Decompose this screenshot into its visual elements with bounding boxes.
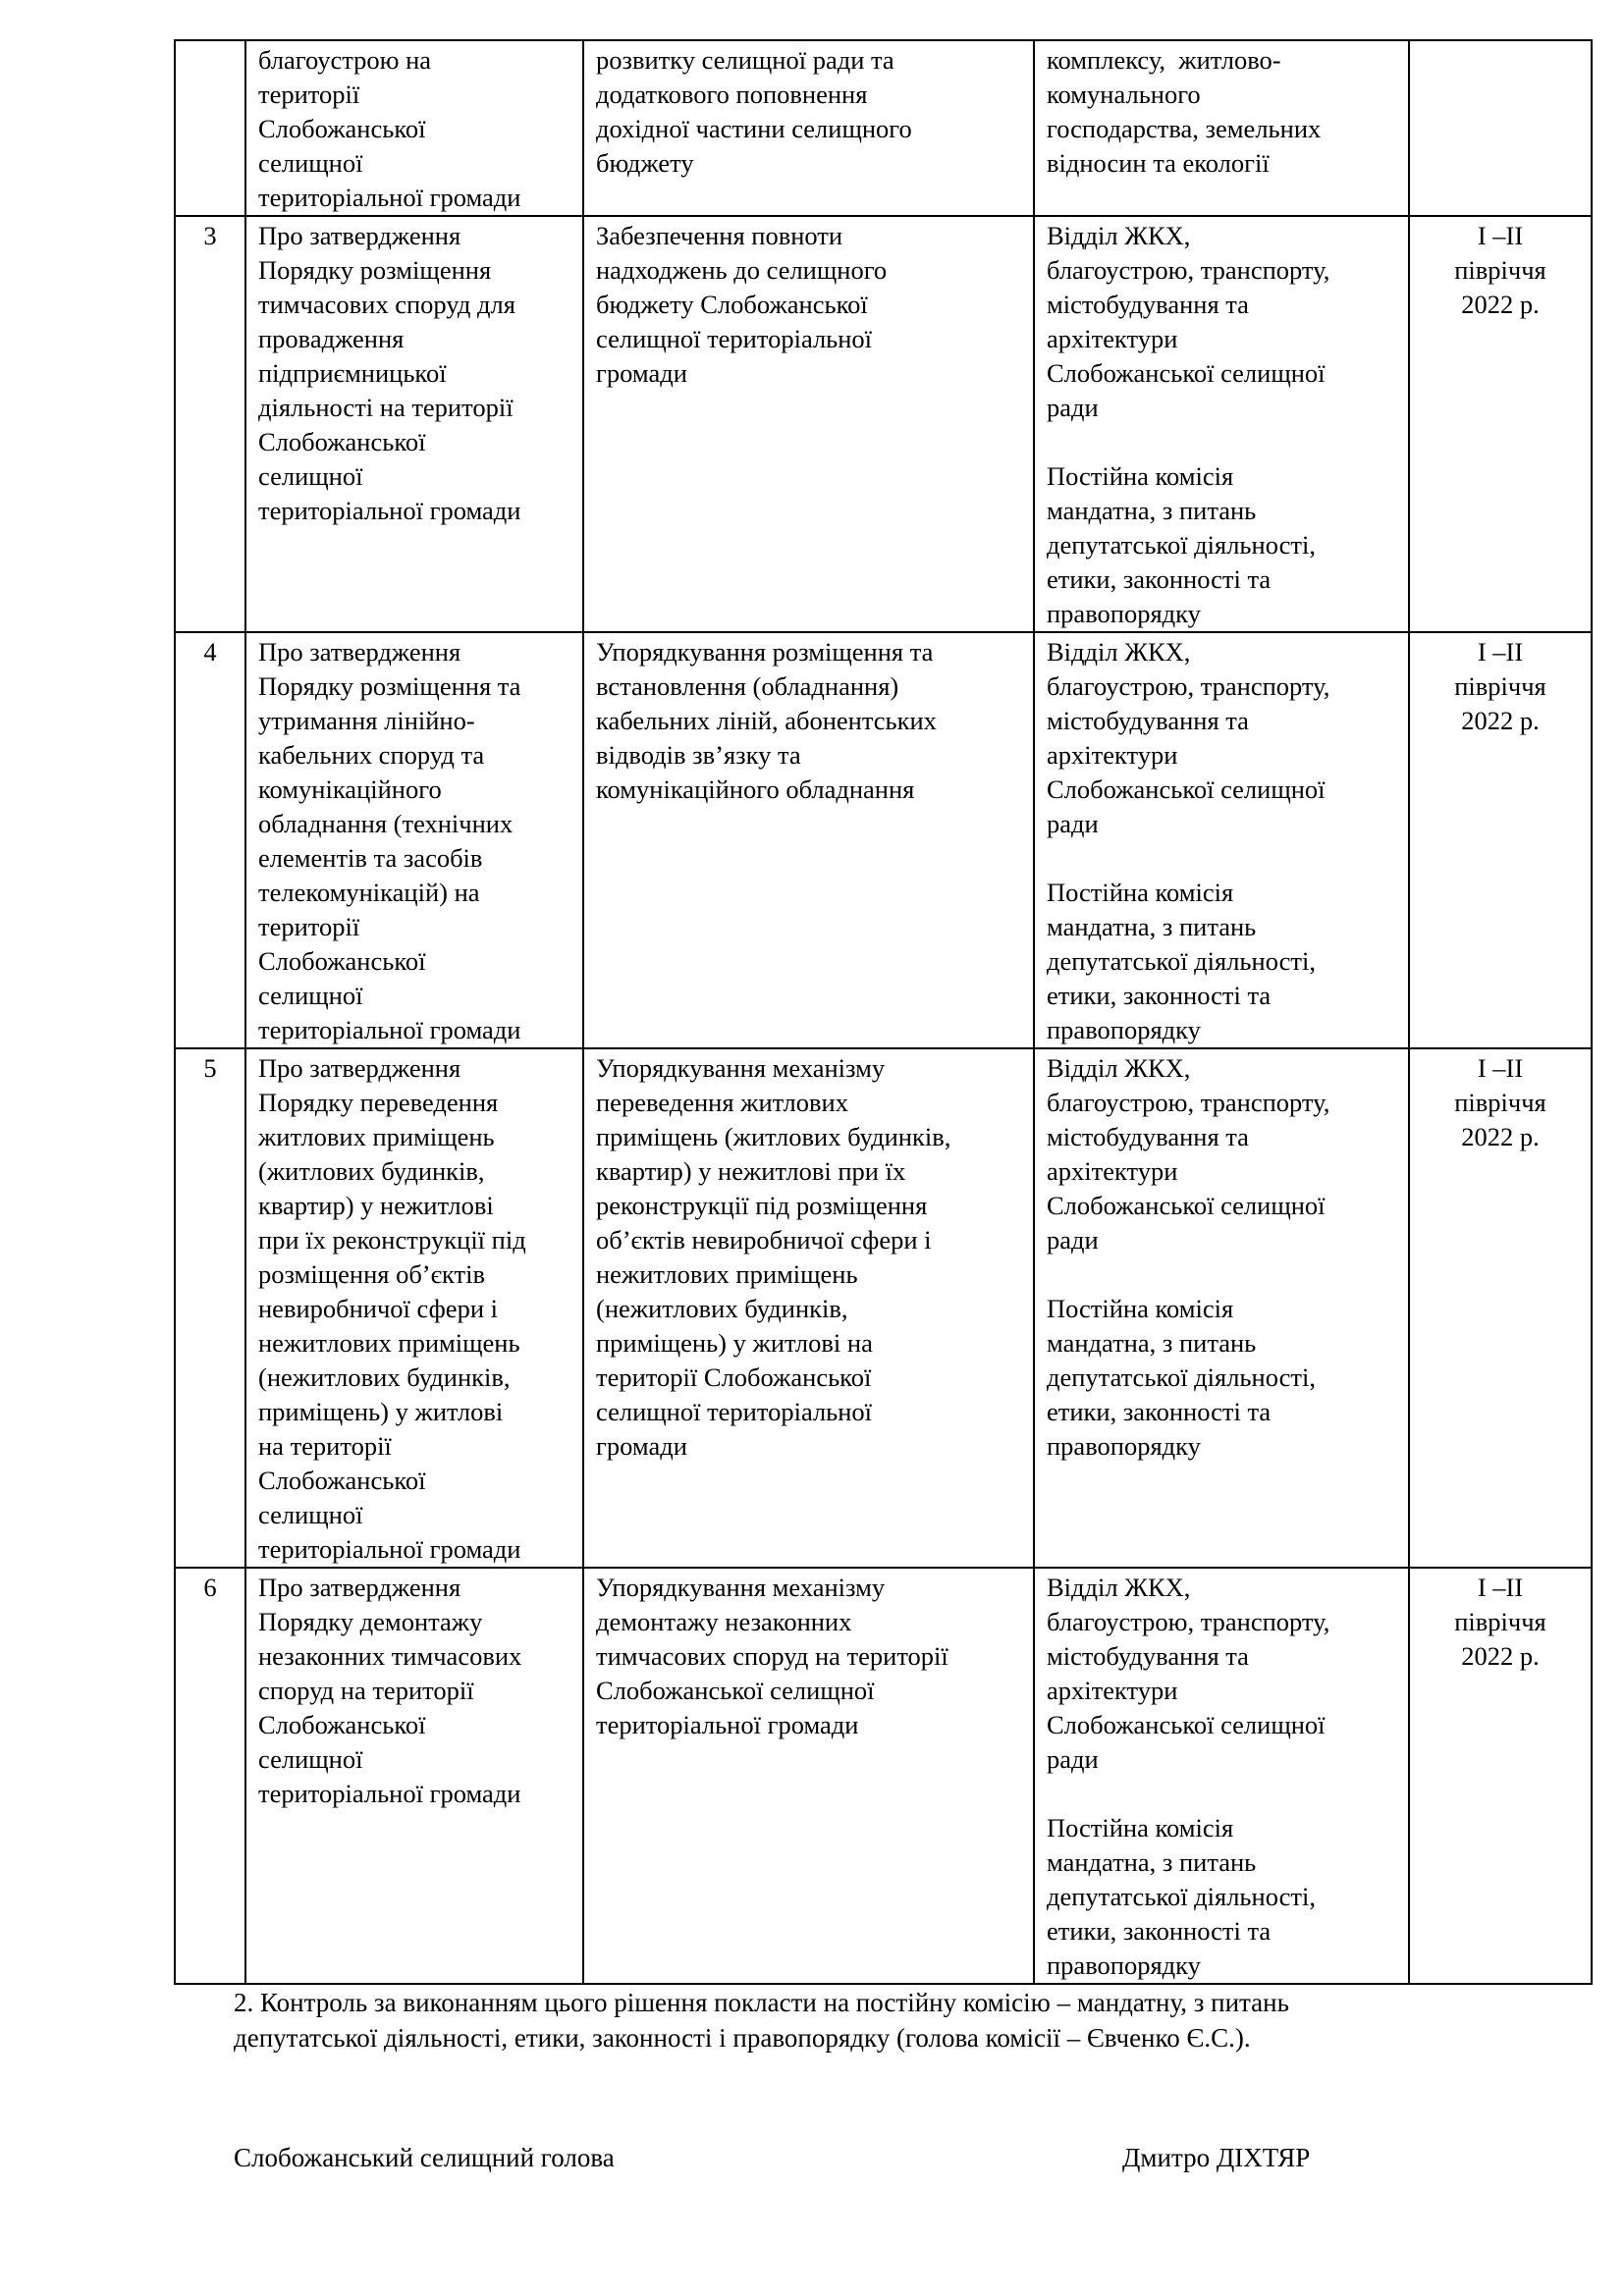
measure-name-line: житлових приміщень <box>258 1122 495 1151</box>
term-cell <box>1409 1568 1592 1984</box>
measure-name-line: селищної <box>258 148 363 178</box>
responsible-commission-line: етики, законності та <box>1047 1916 1272 1946</box>
responsible-commission-line: Постійна комісія <box>1047 1294 1234 1323</box>
measure-name-cell <box>245 1048 583 1568</box>
measure-goal-line: демонтажу незаконних <box>596 1607 852 1636</box>
term-line: 2022 р. <box>1461 290 1540 319</box>
responsible-line: Слобожанської селищної <box>1047 774 1326 804</box>
responsible-commission-line: депутатської діяльності, <box>1047 530 1316 560</box>
measure-name-line: Про затвердження <box>258 1573 461 1602</box>
measure-name-line: підприємницької <box>258 358 447 388</box>
measure-name-line: провадження <box>258 324 405 353</box>
responsible-line: Слобожанської селищної <box>1047 1710 1326 1739</box>
measure-goal-cell <box>583 40 1034 216</box>
measure-name-line: селищної <box>258 1744 363 1774</box>
responsible-cell <box>1034 216 1409 632</box>
measure-goal-line: тимчасових споруд на території <box>596 1641 948 1671</box>
row-number-cell <box>175 1568 245 1984</box>
responsible-line: відносин та екології <box>1047 148 1270 178</box>
measure-goal-line: громади <box>596 1431 687 1461</box>
measure-goal-line: (нежитлових будинків, <box>596 1294 848 1323</box>
control-clause-line-1: 2. Контроль за виконанням цього рішення покласти на постійну комісію – мандатну, з питань <box>234 1988 1289 2017</box>
responsible-gap <box>1047 425 1396 459</box>
table-row <box>175 1568 1592 1984</box>
responsible-line: благоустрою, транспорту, <box>1047 1088 1330 1117</box>
measure-name-line: квартир) у нежитлові <box>258 1191 494 1220</box>
responsible-commission-line: Постійна комісія <box>1047 461 1234 491</box>
responsible-commission-line: правопорядку <box>1047 1015 1201 1044</box>
measure-name-line: селищної <box>258 461 363 491</box>
measure-goal-line: Забезпечення повноти <box>596 221 843 250</box>
responsible-line: господарства, земельних <box>1047 114 1322 143</box>
measure-goal-line: додаткового поповнення <box>596 80 868 109</box>
responsible-commission-line: етики, законності та <box>1047 981 1272 1010</box>
row-number: 6 <box>203 1573 217 1602</box>
row-number-cell <box>175 216 245 632</box>
measure-goal-line: селищної територіальної <box>596 324 873 353</box>
measure-goal-line: бюджету <box>596 148 694 178</box>
measure-goal-line: приміщень (житлових будинків, <box>596 1122 951 1151</box>
responsible-line: містобудування та <box>1047 1122 1249 1151</box>
responsible-cell <box>1034 40 1409 216</box>
measure-name-cell <box>245 40 583 216</box>
signature-name: Дмитро ДІХТЯР <box>1122 2143 1311 2172</box>
term-cell <box>1409 216 1592 632</box>
responsible-line: архітектури <box>1047 1156 1178 1186</box>
measure-goal-line: селищної територіальної <box>596 1397 873 1426</box>
term-line: І –ІІ <box>1477 637 1524 667</box>
measure-name-line: нежитлових приміщень <box>258 1328 520 1358</box>
measure-goal-line: Упорядкування механізму <box>596 1053 886 1083</box>
measure-name-line: Порядку розміщення <box>258 255 492 285</box>
responsible-gap <box>1047 1777 1396 1811</box>
responsible-commission-line: мандатна, з питань <box>1047 1847 1257 1877</box>
responsible-gap <box>1047 841 1396 876</box>
measure-goal-line: території Слобожанської <box>596 1362 872 1392</box>
measure-name-line: територіальної громади <box>258 1015 521 1044</box>
measure-name-line: невиробничої сфери і <box>258 1294 498 1323</box>
responsible-commission-line: мандатна, з питань <box>1047 1328 1257 1358</box>
responsible-line: архітектури <box>1047 324 1178 353</box>
responsible-line: архітектури <box>1047 1676 1178 1705</box>
table-row <box>175 632 1592 1048</box>
measure-goal-line: квартир) у нежитлові при їх <box>596 1156 906 1186</box>
measure-name-line: Порядку демонтажу <box>258 1607 483 1636</box>
measure-name-line: споруд на території <box>258 1676 474 1705</box>
measure-goal-line: встановлення (обладнання) <box>596 671 899 701</box>
measure-name-line: Про затвердження <box>258 1053 461 1083</box>
measure-name-line: Слобожанської <box>258 1466 426 1495</box>
responsible-line: Відділ ЖКХ, <box>1047 637 1191 667</box>
responsible-cell <box>1034 632 1409 1048</box>
responsible-line: містобудування та <box>1047 290 1249 319</box>
responsible-line: благоустрою, транспорту, <box>1047 255 1330 285</box>
responsible-commission-line: мандатна, з питань <box>1047 496 1257 525</box>
responsible-line: ради <box>1047 1225 1099 1255</box>
table-row <box>175 40 1592 216</box>
measure-name-line: територіальної громади <box>258 1779 521 1808</box>
term-line: І –ІІ <box>1477 1053 1524 1083</box>
measure-name-cell <box>245 1568 583 1984</box>
measure-name-line: селищної <box>258 1500 363 1529</box>
measure-name-line: Про затвердження <box>258 637 461 667</box>
measure-name-line: Порядку розміщення та <box>258 671 521 701</box>
measure-goal-line: реконструкції під розміщення <box>596 1191 928 1220</box>
measure-name-line: благоустрою на <box>258 45 432 75</box>
control-clause <box>234 1985 1569 2056</box>
measure-name-line: територіальної громади <box>258 1534 521 1564</box>
measure-name-line: Про затвердження <box>258 221 461 250</box>
responsible-line: містобудування та <box>1047 1641 1249 1671</box>
measure-name-line: території <box>258 80 360 109</box>
responsible-line: комунального <box>1047 80 1201 109</box>
measure-goal-line: відводів зв’язку та <box>596 740 801 770</box>
measure-name-line: незаконних тимчасових <box>258 1641 522 1671</box>
responsible-line: комплексу, житлово- <box>1047 45 1281 75</box>
responsible-line: ради <box>1047 393 1099 422</box>
control-clause-line-2: депутатської діяльності, етики, законності і правопорядку (голова комісії – Євченко Є.С.). <box>234 2023 1251 2053</box>
term-cell <box>1409 1048 1592 1568</box>
measure-name-line: Слобожанської <box>258 1710 426 1739</box>
responsible-gap <box>1047 1257 1396 1292</box>
responsible-commission-line: депутатської діяльності, <box>1047 946 1316 976</box>
term-line: І –ІІ <box>1477 1573 1524 1602</box>
measure-goal-line: розвитку селищної ради та <box>596 45 894 75</box>
measure-name-line: комунікаційного <box>258 774 442 804</box>
measure-name-cell <box>245 632 583 1048</box>
measure-name-line: Слобожанської <box>258 946 426 976</box>
measure-name-line: на території <box>258 1431 392 1461</box>
measure-name-line: кабельних споруд та <box>258 740 485 770</box>
responsible-commission-line: правопорядку <box>1047 1950 1201 1980</box>
measure-name-line: утримання лінійно- <box>258 706 475 735</box>
measure-name-line: територіальної громади <box>258 496 521 525</box>
responsible-line: благоустрою, транспорту, <box>1047 1607 1330 1636</box>
measure-goal-line: нежитлових приміщень <box>596 1259 858 1289</box>
responsible-line: ради <box>1047 809 1099 838</box>
measure-name-line: елементів та засобів <box>258 843 483 873</box>
measure-goal-cell <box>583 632 1034 1048</box>
responsible-line: Відділ ЖКХ, <box>1047 221 1191 250</box>
measure-goal-line: Упорядкування розміщення та <box>596 637 934 667</box>
measure-name-line: Порядку переведення <box>258 1088 499 1117</box>
table-row <box>175 216 1592 632</box>
responsible-commission-line: правопорядку <box>1047 1431 1201 1461</box>
measure-name-line: обладнання (технічних <box>258 809 514 838</box>
measure-goal-line: переведення житлових <box>596 1088 848 1117</box>
table-row <box>175 1048 1592 1568</box>
measure-goal-cell <box>583 216 1034 632</box>
responsible-line: Слобожанської селищної <box>1047 1191 1326 1220</box>
measure-name-line: телекомунікацій) на <box>258 878 480 907</box>
responsible-commission-line: Постійна комісія <box>1047 1813 1234 1842</box>
term-line: 2022 р. <box>1461 1122 1540 1151</box>
row-number: 3 <box>203 221 217 250</box>
responsible-cell <box>1034 1568 1409 1984</box>
term-line: півріччя <box>1454 1088 1546 1117</box>
measure-goal-line: громади <box>596 358 687 388</box>
term-cell <box>1409 40 1592 216</box>
measure-goal-line: бюджету Слобожанської <box>596 290 868 319</box>
signature-role: Слобожанський селищний голова <box>234 2143 615 2172</box>
term-line: півріччя <box>1454 671 1546 701</box>
responsible-line: архітектури <box>1047 740 1178 770</box>
measure-goal-cell <box>583 1048 1034 1568</box>
measure-name-line: при їх реконструкції під <box>258 1225 526 1255</box>
measure-name-line: територіальної громади <box>258 183 521 212</box>
term-line: І –ІІ <box>1477 221 1524 250</box>
term-line: півріччя <box>1454 255 1546 285</box>
plan-table-body <box>175 40 1592 1984</box>
term-line: 2022 р. <box>1461 1641 1540 1671</box>
responsible-line: благоустрою, транспорту, <box>1047 671 1330 701</box>
measure-name-line: тимчасових споруд для <box>258 290 515 319</box>
responsible-commission-line: депутатської діяльності, <box>1047 1362 1316 1392</box>
row-number-cell <box>175 40 245 216</box>
responsible-commission-line: правопорядку <box>1047 599 1201 628</box>
measure-name-cell <box>245 216 583 632</box>
measure-goal-line: територіальної громади <box>596 1710 859 1739</box>
row-number-cell <box>175 1048 245 1568</box>
measure-goal-cell <box>583 1568 1034 1984</box>
row-number-cell <box>175 632 245 1048</box>
measure-name-line: території <box>258 912 360 941</box>
measure-goal-line: кабельних ліній, абонентських <box>596 706 937 735</box>
plan-table <box>174 39 1593 1985</box>
responsible-line: ради <box>1047 1744 1099 1774</box>
measure-goal-line: надходжень до селищного <box>596 255 888 285</box>
measure-goal-line: Упорядкування механізму <box>596 1573 886 1602</box>
measure-name-line: (житлових будинків, <box>258 1156 485 1186</box>
responsible-line: Відділ ЖКХ, <box>1047 1053 1191 1083</box>
measure-goal-line: об’єктів невиробничої сфери і <box>596 1225 932 1255</box>
responsible-commission-line: Постійна комісія <box>1047 878 1234 907</box>
measure-goal-line: Слобожанської селищної <box>596 1676 875 1705</box>
responsible-line: Слобожанської селищної <box>1047 358 1326 388</box>
measure-goal-line: комунікаційного обладнання <box>596 774 915 804</box>
measure-goal-line: приміщень) у житлові на <box>596 1328 873 1358</box>
term-line: півріччя <box>1454 1607 1546 1636</box>
term-cell <box>1409 632 1592 1048</box>
measure-name-line: (нежитлових будинків, <box>258 1362 511 1392</box>
term-line: 2022 р. <box>1461 706 1540 735</box>
responsible-commission-line: депутатської діяльності, <box>1047 1882 1316 1911</box>
responsible-cell <box>1034 1048 1409 1568</box>
responsible-commission-line: мандатна, з питань <box>1047 912 1257 941</box>
responsible-line: містобудування та <box>1047 706 1249 735</box>
measure-name-line: Слобожанської <box>258 427 426 456</box>
measure-name-line: приміщень) у житлові <box>258 1397 504 1426</box>
responsible-commission-line: етики, законності та <box>1047 1397 1272 1426</box>
responsible-commission-line: етики, законності та <box>1047 564 1272 594</box>
measure-name-line: селищної <box>258 981 363 1010</box>
row-number: 4 <box>203 637 217 667</box>
row-number: 5 <box>203 1053 217 1083</box>
measure-name-line: діяльності на території <box>258 393 514 422</box>
responsible-line: Відділ ЖКХ, <box>1047 1573 1191 1602</box>
measure-name-line: Слобожанської <box>258 114 426 143</box>
measure-goal-line: дохідної частини селищного <box>596 114 912 143</box>
measure-name-line: розміщення об’єктів <box>258 1259 485 1289</box>
